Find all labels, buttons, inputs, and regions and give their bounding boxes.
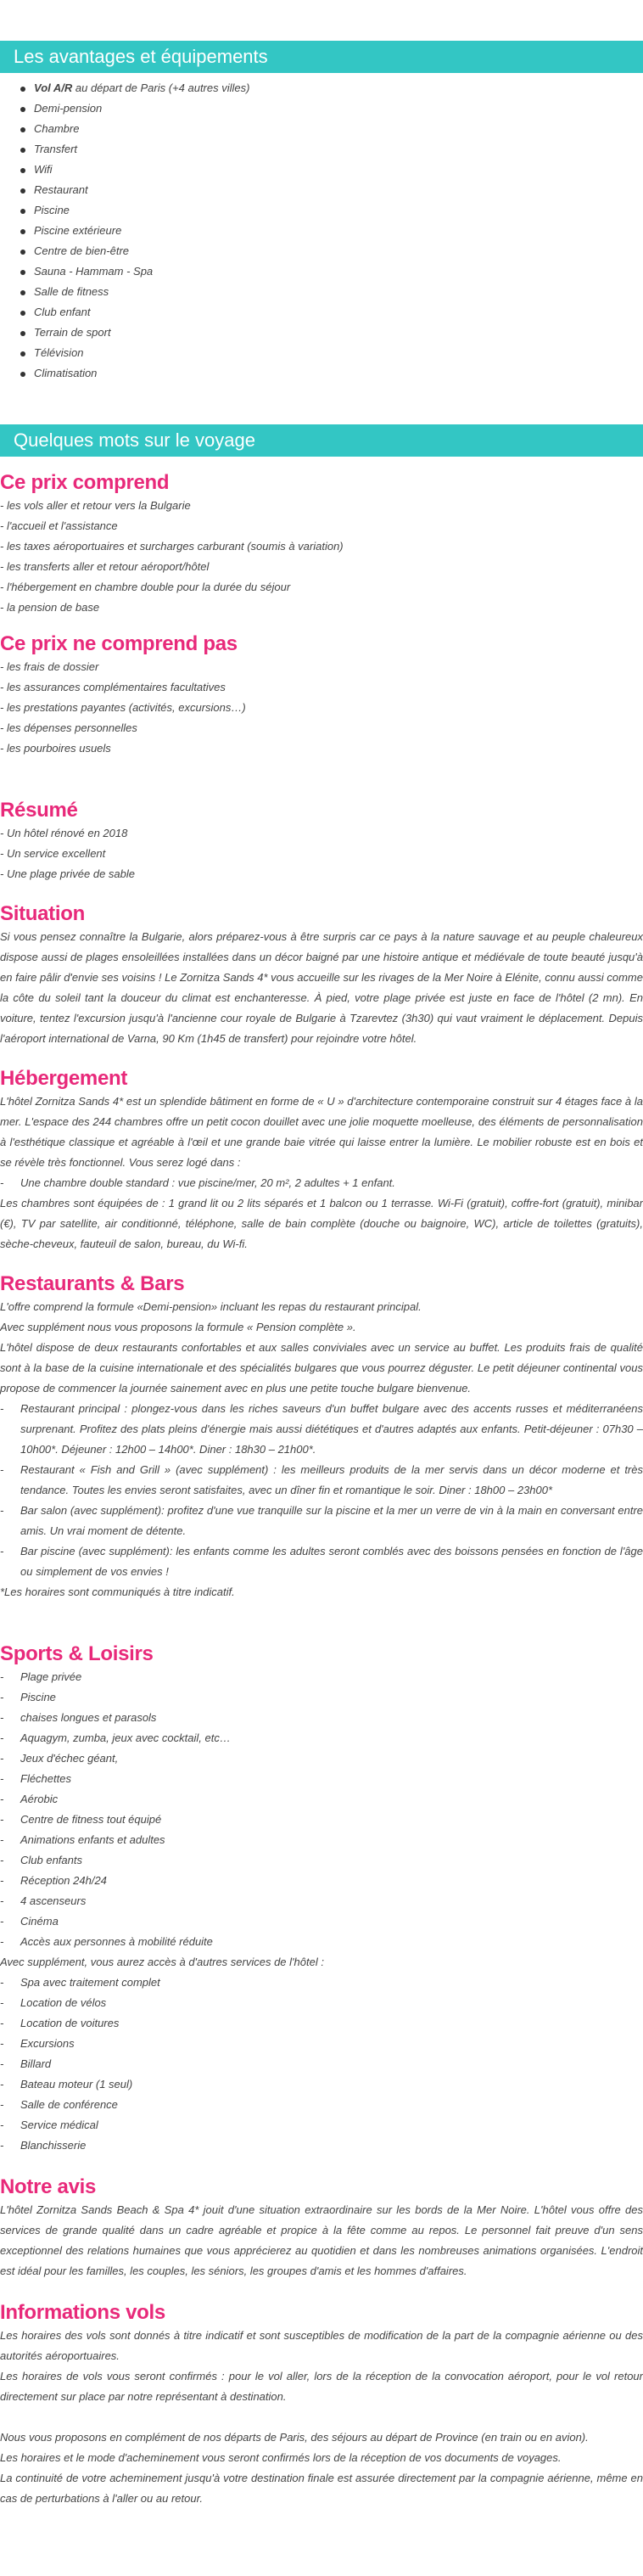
advantages-section [0,41,643,384]
advantages-list [0,73,643,384]
list-item: Piscine [19,200,643,221]
restaurant-principal: - Restaurant principal : plongez-vous dans les riches saveurs d'un buffet bulgare avec des accents russes et méditerranéens surprenant. Profitez des plats pleins d'énergie mais aussi diététiques et d'autres adaptés aux enfants. Petit-déjeuner : 07h30 – 10h00*. Déjeuner : 12h00 – 14h00*. Diner : 18h30 – 21h00*. [0,1399,643,1460]
list-item: - Salle de conférence [0,2095,643,2115]
list-item: - Animations enfants et adultes [0,1830,643,1850]
list-item: - Plage privée [0,1667,643,1687]
resume-heading: Résumé [0,799,78,822]
prix-exclus-list [0,657,643,759]
list-item: - les transferts aller et retour aéroport/hôtel [0,560,210,573]
list-item: - Piscine [0,1687,643,1708]
list-item: - Fléchettes [0,1769,643,1789]
list-item: - Réception 24h/24 [0,1871,643,1891]
situation-heading: Situation [0,902,85,925]
list-item: Centre de bien-être [19,241,643,261]
list-item: - Location de vélos [0,1993,643,2013]
list-item: - Blanchisserie [0,2135,643,2156]
voyage-section [0,424,643,2509]
restaurants-heading: Restaurants & Bars [0,1272,185,1295]
room-type: - Une chambre double standard : vue piscine/mer, 20 m², 2 adultes + 1 enfant. [0,1173,643,1193]
list-item: - Centre de fitness tout équipé [0,1810,643,1830]
list-item: - les prestations payantes (activités, excursions…) [0,701,246,714]
prix-inclus-list [0,496,643,618]
hebergement-heading: Hébergement [0,1067,128,1090]
list-item: - l'accueil et l'assistance [0,519,118,532]
list-item: - Location de voitures [0,2013,643,2034]
list-item: - les vols aller et retour vers la Bulgarie [0,499,191,512]
voyage-title: Quelques mots sur le voyage [0,424,643,457]
list-item: - Une plage privée de sable [0,867,135,880]
list-item: - l'hébergement en chambre double pour la durée du séjour [0,581,291,593]
bar-salon: - Bar salon (avec supplément): profitez d'une vue tranquille sur la piscine et la mer un verre de vin à la main en conversant entre amis. Un vrai moment de détente. [0,1501,643,1541]
list-item: - les assurances complémentaires facultatives [0,681,226,693]
bar-piscine: - Bar piscine (avec supplément): les enfants comme les adultes seront comblés avec des boissons pensées en fonction de l'âge ou simplement de vos envies ! [0,1541,643,1582]
list-item: Sauna - Hammam - Spa [19,261,643,282]
list-item: - Excursions [0,2034,643,2054]
restaurants-intro-3: L'hôtel dispose de deux restaurants confortables et aux salles conviviales avec un service au buffet. Les produits frais de qualité sont à la base de la cuisine internationale et des spécialités bulgares que vous pourrez déguster. Le petit déjeuner continental vous propose de commencer la journée sainement avec en plus une petite touche bulgare bienvenue. [0,1341,643,1395]
list-item: Climatisation [19,363,643,384]
hebergement-text: L'hôtel Zornitza Sands 4* est un splendide bâtiment en forme de « U » d'architecture contemporaine construit sur 4 étages face à la mer. L'espace des 244 chambres offre un petit cocon douillet avec une jolie moquette moelleuse, des éléments de personnalisation à l'esthétique classique et agréable à l'œil et une grande baie vitrée qui laisse entrer la lumière. Le mobilier robuste est en bois et se révèle très fonctionnel. Vous serez logé dans : [0,1095,643,1169]
supplement-intro: Avec supplément, vous aurez accès à d'autres services de l'hôtel : [0,1956,324,1968]
list-item: Piscine extérieure [19,221,643,241]
list-item: - les taxes aéroportuaires et surcharges carburant (soumis à variation) [0,540,344,553]
prix-exclus-heading: Ce prix ne comprend pas [0,632,238,655]
list-item: Wifi [19,160,643,180]
list-item: - Billard [0,2054,643,2074]
list-item: Chambre [19,119,643,139]
avis-text: L'hôtel Zornitza Sands Beach & Spa 4* jouit d'une situation extraordinaire sur les bords de la Mer Noire. L'hôtel vous offre des services de grande qualité dans un cadre agréable et propice à la fête comme au repos. Le personnel fait preuve d'un sens exceptionnel des relations humaines que vous apprécierez au quotidien et dans les nombreuses animations organisées. L'endroit est idéal pour les familles, les couples, les séniors, les groupes d'amis et les hommes d'affaires. [0,2203,643,2277]
list-item: Demi-pension [19,98,643,119]
room-equipment: Les chambres sont équipées de : 1 grand lit ou 2 lits séparés et 1 balcon ou 1 terrasse. Wi-Fi (gratuit), coffre-fort (gratuit), minibar (€), TV par satellite, air conditionné, téléphone, salle de bain complète (douche ou baignoire, WC), article de toilettes (gratuits), sèche-cheveux, fauteuil de salon, bureau, du Wi-fi. [0,1197,643,1250]
supplement-list [0,1973,643,2156]
list-item: - Aérobic [0,1789,643,1810]
list-item: - Bateau moteur (1 seul) [0,2074,643,2095]
sports-heading: Sports & Loisirs [0,1642,154,1665]
restaurants-note: *Les horaires sont communiqués à titre indicatif. [0,1585,235,1598]
avis-heading: Notre avis [0,2175,97,2198]
list-item: Restaurant [19,180,643,200]
list-item: - les pourboires usuels [0,742,111,755]
list-item: - Accès aux personnes à mobilité réduite [0,1932,643,1952]
vols-text-4: Les horaires et le mode d'acheminement vous seront confirmés lors de la réception de vos documents de voyages. [0,2451,562,2464]
list-item: - Un hôtel rénové en 2018 [0,827,128,839]
list-item: Télévision [19,343,643,363]
list-item: - Un service excellent [0,847,106,860]
list-item: - Cinéma [0,1911,643,1932]
list-item: - Service médical [0,2115,643,2135]
list-item: - 4 ascenseurs [0,1891,643,1911]
list-item: - Club enfants [0,1850,643,1871]
situation-text: Si vous pensez connaître la Bulgarie, alors préparez-vous à être surpris car ce pays à la nature sauvage et au peuple chaleureux dispose aussi de plages ensoleillées installées dans un décor baigné par une histoire antique et médiévale de toute beauté jusqu'à en faire pâlir d'envie ses voisins ! Le Zornitza Sands 4* vous accueille sur les rivages de la Mer Noire à Elénite, connu aussi comme la côte du soleil tant la douceur du climat est enchanteresse. À pied, votre plage privée est juste en face de l'hôtel (2 mn). En voiture, tentez l'excursion jusqu'à l'ancienne cour royale de Bulgarie à Tzarevtez (3h30) qui vaut vraiment le déplacement. Depuis l'aéroport international de Varna, 90 Km (1h45 de transfert) pour rejoindre votre hôtel. [0,930,643,1045]
list-item: - chaises longues et parasols [0,1708,643,1728]
restaurants-intro-2: Avec supplément nous vous proposons la formule « Pension complète ». [0,1321,356,1333]
vols-text-1: Les horaires des vols sont donnés à titre indicatif et sont susceptibles de modification de la part de la compagnie aérienne ou des autorités aéroportuaires. [0,2329,643,2362]
list-item: Salle de fitness [19,282,643,302]
resume-list [0,823,643,884]
advantages-title: Les avantages et équipements [0,41,643,73]
list-item: Vol A/R au départ de Paris (+4 autres villes) [19,78,643,98]
list-item: - les dépenses personnelles [0,721,137,734]
list-item: - Spa avec traitement complet [0,1973,643,1993]
list-item: - Aquagym, zumba, jeux avec cocktail, etc… [0,1728,643,1748]
sports-list [0,1667,643,1952]
restaurants-intro-1: L'offre comprend la formule «Demi-pension» incluant les repas du restaurant principal. [0,1300,422,1313]
restaurant-fish-grill: - Restaurant « Fish and Grill » (avec supplément) : les meilleurs produits de la mer servis dans un décor moderne et très tendance. Toutes les envies seront satisfaites, avec un dîner fin et romantique le soir. Diner : 18h00 – 23h00* [0,1460,643,1501]
vols-heading: Informations vols [0,2301,165,2324]
list-item: - la pension de base [0,601,100,614]
list-item: Club enfant [19,302,643,323]
list-item: Transfert [19,139,643,160]
list-item: Terrain de sport [19,323,643,343]
prix-inclus-heading: Ce prix comprend [0,471,170,494]
list-item: - les frais de dossier [0,660,99,673]
vols-text-2: Les horaires de vols vous seront confirmés : pour le vol aller, lors de la réception de la convocation aéroport, pour le vol retour directement sur place par notre représentant à destination. [0,2370,643,2403]
vols-text-5: La continuité de votre acheminement jusqu'à votre destination finale est assurée directement par la compagnie aérienne, même en cas de perturbations à l'aller ou au retour. [0,2472,643,2505]
list-item: - Jeux d'échec géant, [0,1748,643,1769]
vols-text-3: Nous vous proposons en complément de nos départs de Paris, des séjours au départ de Province (en train ou en avion). [0,2431,589,2444]
